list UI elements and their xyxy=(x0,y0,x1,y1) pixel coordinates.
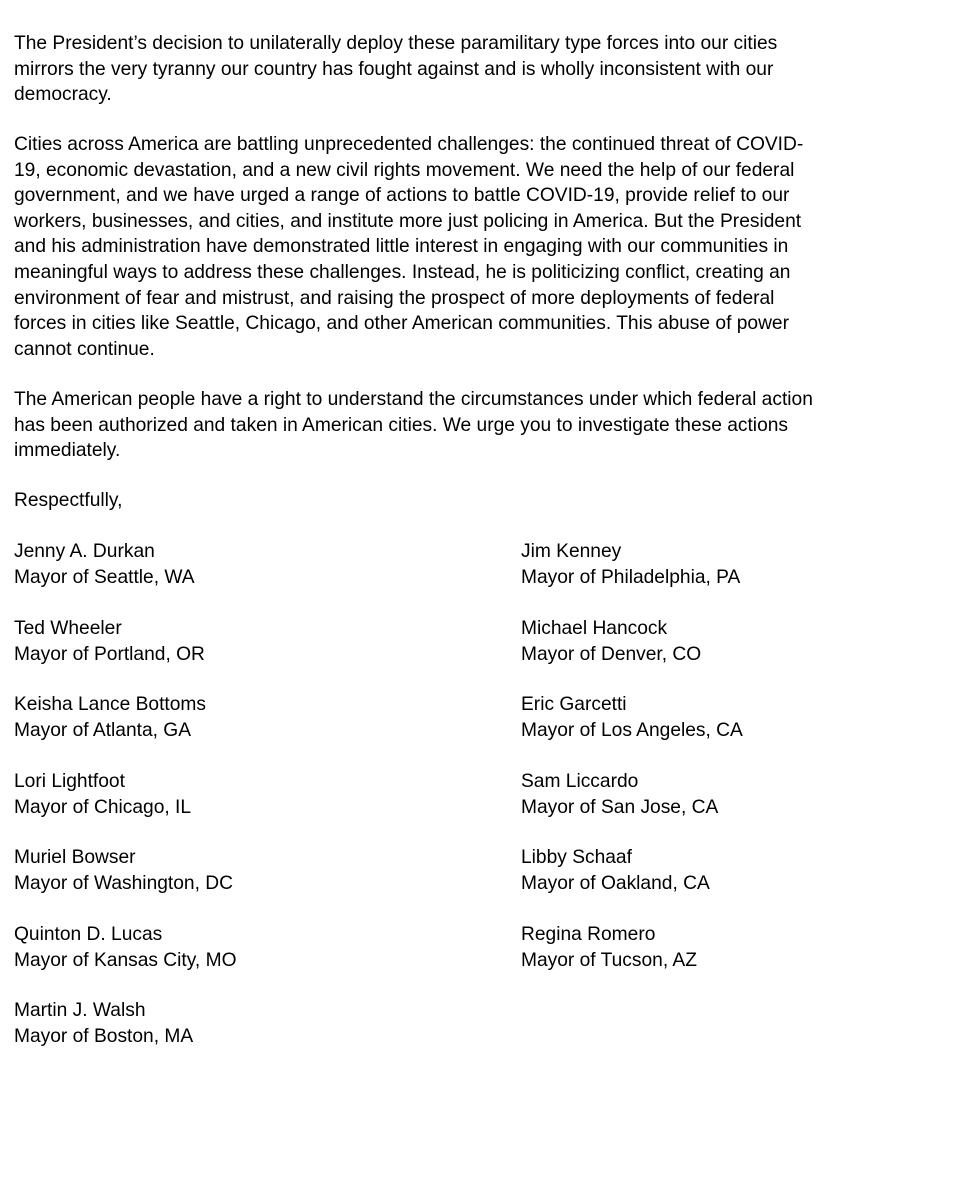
paragraph-line: forces in cities like Seattle, Chicago, and other American communities. This abuse of power xyxy=(14,313,789,335)
signatory-name: Keisha Lance Bottoms xyxy=(14,694,206,715)
paragraph-line: workers, businesses, and cities, and institute more just policing in America. But the President xyxy=(14,210,802,232)
signatory-title: Mayor of Chicago, IL xyxy=(14,796,192,818)
signatory-name: Jenny A. Durkan xyxy=(14,541,155,562)
paragraph-line: Cities across America are battling unprecedented challenges: the continued threat of COVID- xyxy=(14,134,804,155)
paragraph-line: mirrors the very tyranny our country has fought against and is wholly inconsistent with our xyxy=(14,58,774,80)
signatory-name: Sam Liccardo xyxy=(521,771,639,792)
paragraph-line: meaningful ways to address these challenges. Instead, he is politicizing conflict, creating an xyxy=(14,261,791,283)
signatory-name: Regina Romero xyxy=(521,924,656,945)
signatory-walsh xyxy=(14,998,193,1049)
paragraph-line: democracy. xyxy=(14,84,112,106)
paragraph-line: cannot continue. xyxy=(14,338,155,360)
paragraph-line: and his administration have demonstrated little interest in engaging with our communities in xyxy=(14,236,789,258)
paragraph-line: immediately. xyxy=(14,440,121,462)
paragraph-line: government, and we have urged a range of actions to battle COVID-19, provide relief to our xyxy=(14,185,790,207)
paragraph-line: The American people have a right to understand the circumstances under which federal action xyxy=(14,389,813,410)
signatory-wheeler xyxy=(14,616,205,667)
signatory-durkan xyxy=(14,539,195,590)
signatory-lucas xyxy=(14,922,237,973)
signatory-title: Mayor of Philadelphia, PA xyxy=(521,566,741,588)
signatory-title: Mayor of Atlanta, GA xyxy=(14,719,192,741)
paragraph-line: 19, economic devastation, and a new civil rights movement. We need the help of our federal xyxy=(14,159,795,181)
signatory-name: Michael Hancock xyxy=(521,618,668,639)
signatory-name: Eric Garcetti xyxy=(521,694,627,715)
signatory-name: Quinton D. Lucas xyxy=(14,924,163,945)
signatory-schaaf xyxy=(521,845,710,896)
paragraph-line: The President’s decision to unilaterally deploy these paramilitary type forces into our cities xyxy=(14,33,778,54)
signatory-name: Libby Schaaf xyxy=(521,847,632,868)
signatory-title: Mayor of Tucson, AZ xyxy=(521,949,697,971)
letter-paragraph-2 xyxy=(14,132,803,362)
signatory-title: Mayor of Seattle, WA xyxy=(14,566,195,588)
signatory-bowser xyxy=(14,845,233,896)
paragraph-line: environment of fear and mistrust, and raising the prospect of more deployments of federal xyxy=(14,287,775,309)
signatory-hancock xyxy=(521,616,701,667)
signatory-lightfoot xyxy=(14,769,191,820)
signatory-title: Mayor of Los Angeles, CA xyxy=(521,719,743,741)
signatory-title: Mayor of Boston, MA xyxy=(14,1025,194,1047)
signatory-name: Ted Wheeler xyxy=(14,618,122,639)
signatory-title: Mayor of Oakland, CA xyxy=(521,872,710,894)
signatory-garcetti xyxy=(521,692,743,743)
paragraph-line: has been authorized and taken in American cities. We urge you to investigate these actions xyxy=(14,414,789,436)
letter-paragraph-1 xyxy=(14,31,777,108)
signatory-title: Mayor of Denver, CO xyxy=(521,643,702,665)
signatory-romero xyxy=(521,922,697,973)
signatory-name: Martin J. Walsh xyxy=(14,1000,146,1021)
signatory-kenney xyxy=(521,539,740,590)
signatory-liccardo xyxy=(521,769,718,820)
signatory-bottoms xyxy=(14,692,206,743)
signatory-title: Mayor of San Jose, CA xyxy=(521,796,719,818)
signatory-name: Muriel Bowser xyxy=(14,847,136,868)
signatory-title: Mayor of Portland, OR xyxy=(14,643,205,665)
letter-closing: Respectfully, xyxy=(14,490,123,511)
letter-paragraph-3 xyxy=(14,387,813,464)
signatory-title: Mayor of Washington, DC xyxy=(14,872,233,894)
signatory-name: Lori Lightfoot xyxy=(14,771,125,792)
signatory-name: Jim Kenney xyxy=(521,541,622,562)
signatory-title: Mayor of Kansas City, MO xyxy=(14,949,237,971)
